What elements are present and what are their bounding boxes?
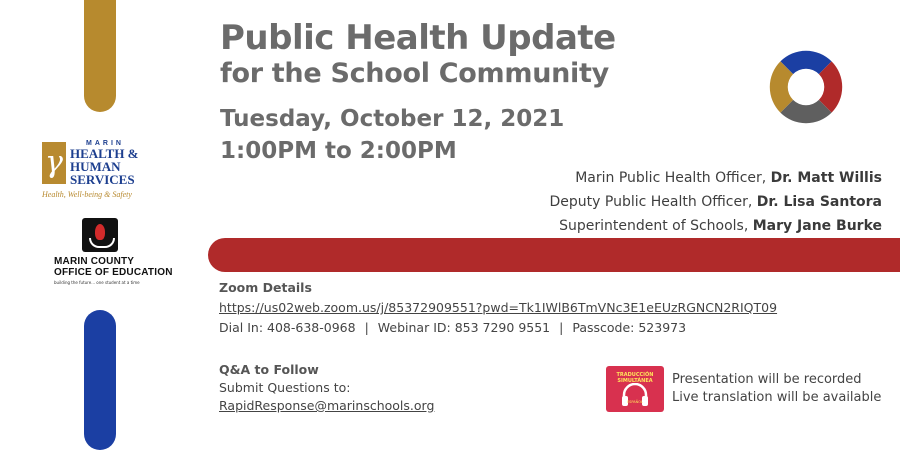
- presenter-2: [550, 194, 882, 210]
- moe-logo-line1: MARIN COUNTY: [54, 256, 135, 267]
- four-color-ring-icon: [768, 49, 844, 125]
- hhs-logo-marin: MARIN: [86, 140, 124, 147]
- presenter-1: [575, 170, 882, 186]
- presenter-name: Mary Jane Burke: [752, 218, 882, 234]
- badge-line1: TRADUCCIÓN: [616, 372, 654, 378]
- presenter-role: Deputy Public Health Officer,: [549, 194, 757, 210]
- presenter-name: Dr. Matt Willis: [770, 170, 882, 186]
- translation-badge: [606, 366, 664, 412]
- page-subtitle: for the School Community: [220, 58, 609, 89]
- moe-logo-line2: OFFICE OF EDUCATION: [54, 267, 173, 278]
- headphones-icon: [620, 383, 650, 407]
- qa-heading: Q&A to Follow: [219, 362, 319, 377]
- badge-line3: ESPAÑOL: [626, 400, 644, 404]
- presenter-3: [559, 218, 882, 234]
- dial-in: Dial In: 408-638-0968: [219, 320, 356, 335]
- separator: |: [364, 320, 369, 335]
- zoom-dial-info: [219, 320, 686, 335]
- badge-line2: SIMULTÁNEA: [617, 378, 653, 384]
- translation-note: Live translation will be available: [672, 390, 882, 405]
- red-divider-bar: [208, 238, 900, 272]
- passcode: Passcode: 523973: [572, 320, 687, 335]
- event-time: 1:00PM to 2:00PM: [220, 138, 457, 164]
- recording-note: Presentation will be recorded: [672, 372, 862, 387]
- gold-decorative-bar: [84, 0, 116, 112]
- separator: |: [559, 320, 564, 335]
- qa-email-link[interactable]: RapidResponse@marinschools.org: [219, 398, 435, 413]
- qa-submit-label: Submit Questions to:: [219, 380, 351, 395]
- hhs-logo-tagline: Health, Well-being & Safety: [42, 190, 132, 199]
- presenter-role: Marin Public Health Officer,: [575, 170, 771, 186]
- presenter-name: Dr. Lisa Santora: [756, 194, 882, 210]
- blue-decorative-bar: [84, 310, 116, 450]
- presenter-role: Superintendent of Schools,: [559, 218, 753, 234]
- hhs-logo-name: HEALTH & HUMAN SERVICES: [70, 146, 139, 187]
- torch-icon: [82, 218, 118, 252]
- moe-logo-tagline: building the future... one student at a time: [54, 280, 140, 285]
- zoom-details-heading: Zoom Details: [219, 280, 312, 295]
- marin-county-office-of-education-logo: [52, 218, 173, 288]
- zoom-link[interactable]: https://us02web.zoom.us/j/85372909551?pwd=Tk1IWlB6TmVNc3E1eEUzRGNCN2RIQT09: [219, 300, 778, 315]
- marin-hhs-logo: [42, 140, 162, 202]
- webinar-id: Webinar ID: 853 7290 9551: [377, 320, 551, 335]
- hhs-logo-mark: γ: [42, 142, 66, 184]
- event-date: Tuesday, October 12, 2021: [220, 106, 565, 132]
- page-title: Public Health Update: [220, 18, 616, 58]
